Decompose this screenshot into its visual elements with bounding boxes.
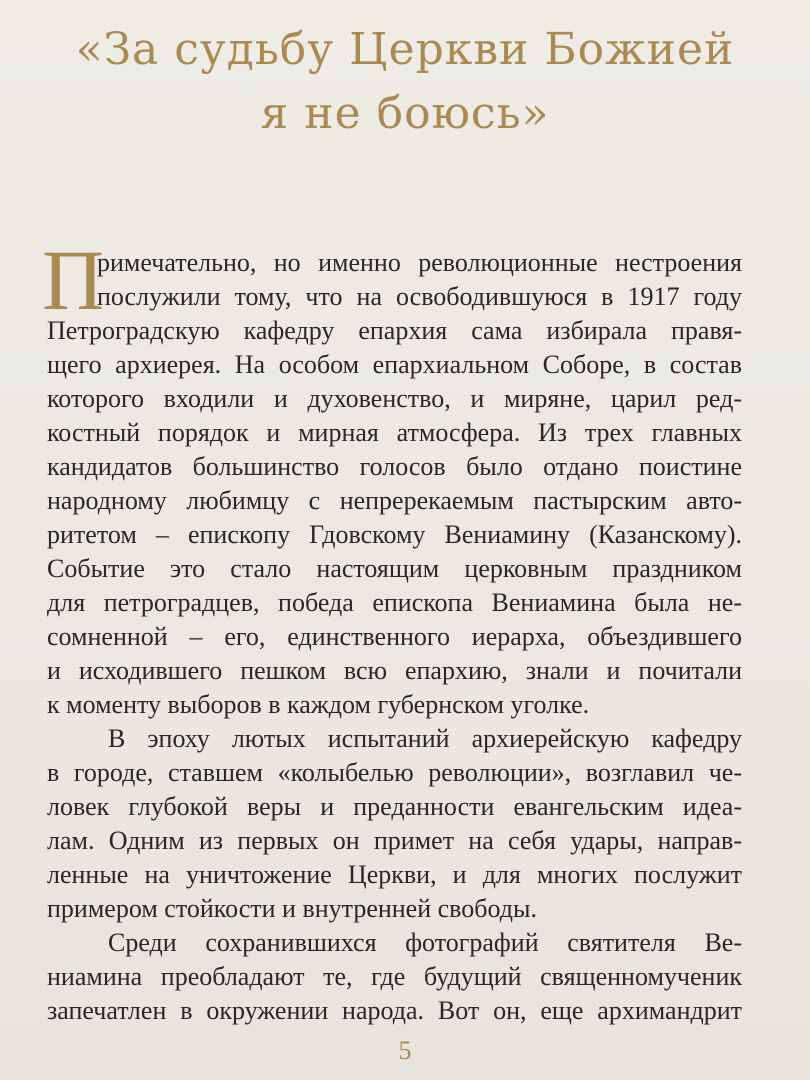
text-line: Событие это стало настоящим церковным праздником (47, 554, 742, 583)
drop-cap: П (42, 232, 105, 328)
text-line: римечательно, но именно революционные нестроения (97, 248, 742, 277)
chapter-title-line-2: я не боюсь» (260, 88, 550, 139)
text-line: которого входили и духовенство, и миряне, царил ред- (47, 384, 742, 413)
text-line: Среди сохранившихся фотографий святителя Ве- (108, 928, 742, 957)
text-line: Петроградскую кафедру епархия сама избирала правя- (47, 316, 742, 345)
text-line: запечатлен в окружении народа. Вот он, еще архимандрит (47, 996, 742, 1025)
text-line: примером стойкости и внутренней свободы. (47, 894, 537, 923)
text-line: сомненной – его, единственного иерарха, объездившего (47, 622, 742, 651)
text-line: ниамина преобладают те, где будущий священномученик (47, 962, 742, 991)
text-line: ловек глубокой веры и преданности евангельским идеа- (47, 792, 742, 821)
chapter-title-line-1: «За судьбу Церкви Божией (75, 24, 735, 75)
text-line: щего архиерея. На особом епархиальном Соборе, в состав (47, 350, 742, 379)
text-line: ритетом – епископу Гдовскому Вениамину (Казанскому). (47, 520, 742, 549)
text-line: ленные на уничтожение Церкви, и для многих послужит (47, 860, 742, 889)
page-number: 5 (398, 1036, 412, 1065)
text-line: послужили тому, что на освободившуюся в 1917 году (97, 282, 742, 311)
text-line: к моменту выборов в каждом губернском уголке. (47, 690, 590, 719)
text-line: в городе, ставшем «колыбелью революции», возглавил че- (47, 758, 742, 787)
text-line: лам. Одним из первых он примет на себя удары, направ- (47, 826, 742, 855)
text-line: В эпоху лютых испытаний архиерейскую кафедру (108, 724, 742, 753)
text-line: костный порядок и мирная атмосфера. Из трех главных (47, 418, 742, 447)
text-line: народному любимцу с непререкаемым пастырским авто- (47, 486, 742, 515)
text-line: кандидатов большинство голосов было отдано поистине (47, 452, 742, 481)
text-line: для петроградцев, победа епископа Вениамина была не- (47, 588, 742, 617)
text-line: и исходившего пешком всю епархию, знали и почитали (47, 656, 742, 685)
